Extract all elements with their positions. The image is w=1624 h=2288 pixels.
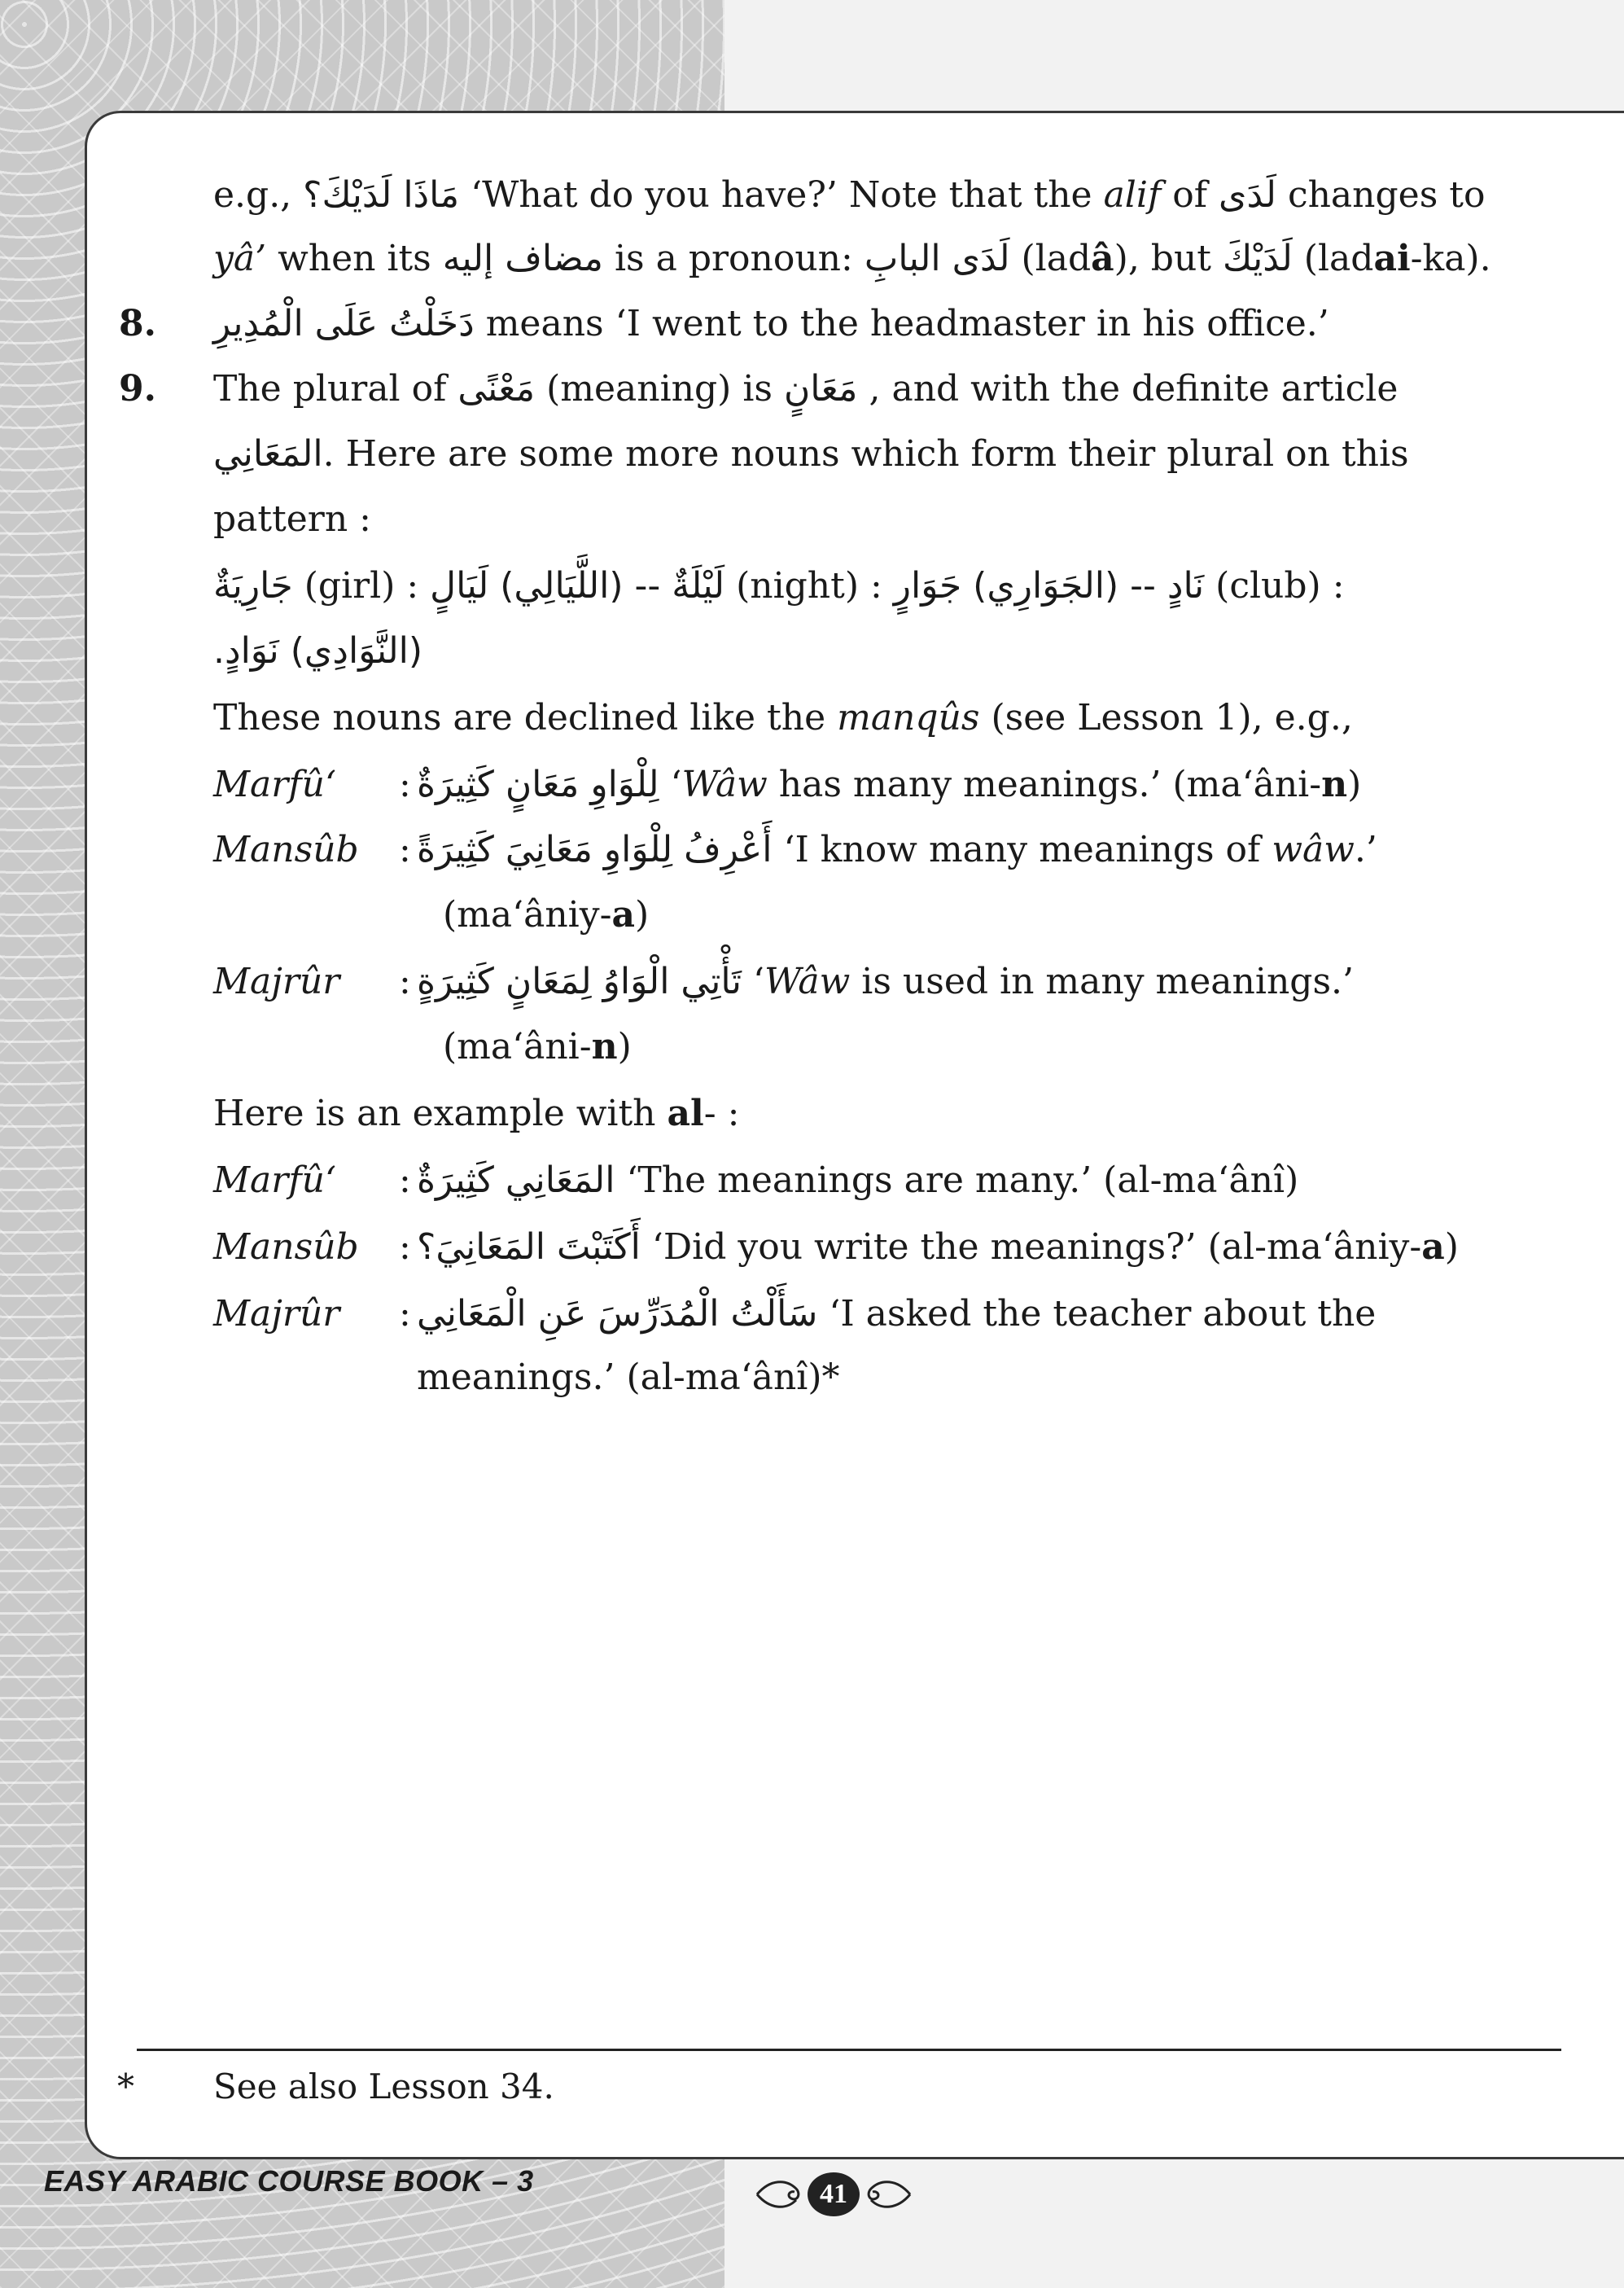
example-line: لِلْوَاوِ مَعَانٍ كَثِيرَةٌ ‘Wâw has many meanings.’ (ma‘âni-n) bbox=[417, 764, 1362, 805]
case-label: Marfû‘ bbox=[213, 764, 336, 805]
colon: : bbox=[399, 829, 411, 870]
colon: : bbox=[399, 961, 411, 1002]
case-label: Mansûb bbox=[213, 1226, 359, 1268]
colon: : bbox=[399, 1293, 411, 1335]
example-line: (ma‘âni-n) bbox=[443, 1026, 632, 1067]
footnote-text: See also Lesson 34. bbox=[213, 2067, 554, 2106]
case-label: Majrûr bbox=[213, 1293, 340, 1335]
text-line: pattern : bbox=[213, 498, 371, 540]
text-line: (النَّوَادِي) نَوَادٍ. bbox=[213, 630, 422, 672]
footnote-rule bbox=[137, 2049, 1561, 2051]
text-line: e.g., مَاذَا لَدَيْكَ؟ ‘What do you have?’ Note that the alif of لَدَى changes to bbox=[213, 174, 1486, 216]
example-line: meanings.’ (al-ma‘ânî)* bbox=[417, 1357, 840, 1398]
example-line: (ma‘âniy-a) bbox=[443, 894, 650, 936]
case-label: Marfû‘ bbox=[213, 1159, 336, 1201]
book-title: EASY ARABIC COURSE BOOK – 3 bbox=[44, 2164, 534, 2198]
text-line: جَارِيَةٌ (girl) : لَيْلَةٌ -- (اللَّيَالِي) لَيَالٍ (night) : نَادٍ -- (الجَوَارِي) جَوَارٍ (club) : bbox=[213, 565, 1345, 607]
footnote-marker: * bbox=[117, 2067, 134, 2106]
text-line: yâ’ when its مضاف إليه is a pronoun: لَدَى البابِ (ladâ), but لَدَيْكَ (ladai-ka). bbox=[213, 238, 1491, 279]
example-line: تَأْتِي الْوَاوُ لِمَعَانٍ كَثِيرَةٍ ‘Wâw is used in many meanings.’ bbox=[417, 961, 1355, 1002]
page-number: 41 bbox=[808, 2172, 860, 2216]
example-line: أَعْرِفُ لِلْوَاوِ مَعَانِيَ كَثِيرَةً ‘I know many meanings of wâw.’ bbox=[417, 829, 1377, 870]
colon: : bbox=[399, 764, 411, 805]
text-line: The plural of مَعْنًى (meaning) is مَعَانٍ , and with the definite article bbox=[213, 368, 1399, 410]
example-line: أَكَتَبْتَ المَعَانِيَ؟ ‘Did you write the meanings?’ (al-ma‘âniy-a) bbox=[417, 1226, 1459, 1268]
text-line: دَخَلْتُ عَلَى الْمُدِيرِ means ‘I went to the headmaster in his office.’ bbox=[213, 303, 1329, 344]
text-line: Here is an example with al- : bbox=[213, 1093, 740, 1134]
colon: : bbox=[399, 1159, 411, 1201]
text-line: المَعَانِي. Here are some more nouns which form their plural on this bbox=[213, 433, 1409, 475]
example-line: سَأَلْتُ الْمُدَرِّسَ عَنِ الْمَعَانِي ‘I asked the teacher about the bbox=[417, 1293, 1377, 1335]
item-number: 9. bbox=[119, 368, 156, 410]
item-number: 8. bbox=[119, 303, 156, 344]
colon: : bbox=[399, 1226, 411, 1268]
example-line: المَعَانِي كَثِيرَةٌ ‘The meanings are many.’ (al-ma‘ânî) bbox=[417, 1159, 1299, 1201]
text-line: These nouns are declined like the manqûs (see Lesson 1), e.g., bbox=[213, 697, 1353, 739]
case-label: Mansûb bbox=[213, 829, 359, 870]
case-label: Majrûr bbox=[213, 961, 340, 1002]
